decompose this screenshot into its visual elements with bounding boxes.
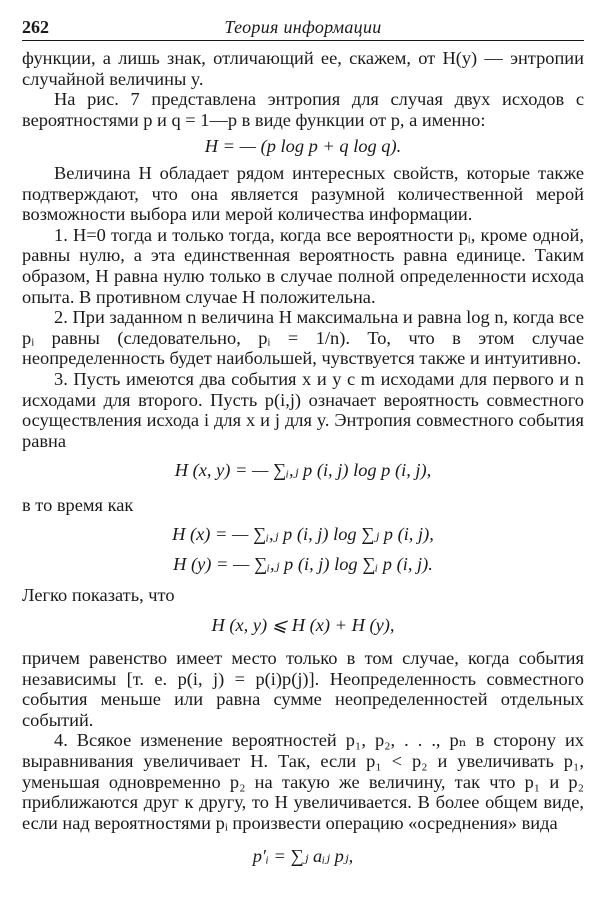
paragraph-properties-intro: Величина H обладает рядом интересных свойств, которые также подтверждают, что она является разумной количественной мерой возможности выбора или мерой количества информации. xyxy=(22,162,584,225)
formula-entropy-x: H (x) = — ∑ᵢ,ⱼ p (i, j) log ∑ⱼ p (i, j), xyxy=(172,523,434,544)
paragraph-property-3: 3. Пусть имеются два события x и y с m исходами для первого и n исходами для второго. Пусть p(i,j) означает вероятность совместного осуществления исхода i для x и j для y. Энтропия совместного события равна xyxy=(22,368,584,451)
formula-entropy-y: H (y) = — ∑ᵢ,ⱼ p (i, j) log ∑ᵢ p (i, j). xyxy=(173,553,433,574)
paragraph-property-1: 1. H=0 тогда и только тогда, когда все вероятности pᵢ, кроме одной, равны нулю, а эта единственная вероятность равна единице. Таким образом, H равна нулю только в случае полной определенности исхода опыта. В противном случае H положительна. xyxy=(22,224,584,307)
paragraph-figure-reference: На рис. 7 представлена энтропия для случая двух исходов с вероятностями p и q = 1—p в виде функции от p, а именно: xyxy=(22,89,584,130)
book-page xyxy=(22,0,584,913)
page-number: 262 xyxy=(22,17,49,37)
page-body xyxy=(22,48,584,875)
formula-joint-entropy: H (x, y) = — ∑ᵢ,ⱼ p (i, j) log p (i, j), xyxy=(174,460,432,481)
paragraph-whereas: в то время как xyxy=(22,495,134,516)
formula-entropy-two-outcomes: H = — (p log p + q log q). xyxy=(204,136,402,157)
paragraph-continuation: функции, а лишь знак, отличающий ее, скажем, от H(y) — энтропии случайной величины y. xyxy=(22,48,584,89)
paragraph-easy-to-show: Легко показать, что xyxy=(22,584,175,605)
page-header xyxy=(22,14,584,41)
paragraph-property-4: 4. Всякое изменение вероятностей p₁, p₂, . . ., pₙ в сторону их выравнивания увеличивает H. Так, если p₁ < p₂ и увеличивать p₁, уменьшая одновременно p₂ на такую же величину, так что p₁ и p₂ приближаются друг к другу, то H увеличивается. В более общем виде, если над вероятностями pᵢ произвести операцию «осреднения» вида xyxy=(22,730,584,833)
running-title: Теория информации xyxy=(224,17,382,37)
paragraph-property-2: 2. При заданном n величина H максимальна и равна log n, когда все pᵢ равны (следовательно, pᵢ = 1/n). То, что в этом случае неопределенность будет наибольшей, чувствуется также и интуитивно. xyxy=(22,307,584,369)
formula-averaging: p′ᵢ = ∑ⱼ aᵢⱼ pⱼ, xyxy=(252,846,354,867)
paragraph-equality-condition: причем равенство имеет место только в том случае, когда события независимы [т. е. p(i, j) = p(i)p(j)]. Неопределенность совместного события меньше или равна сумме неопределенностей отдельных событий. xyxy=(22,648,584,730)
formula-subadditivity: H (x, y) ⩽ H (x) + H (y), xyxy=(211,615,395,636)
